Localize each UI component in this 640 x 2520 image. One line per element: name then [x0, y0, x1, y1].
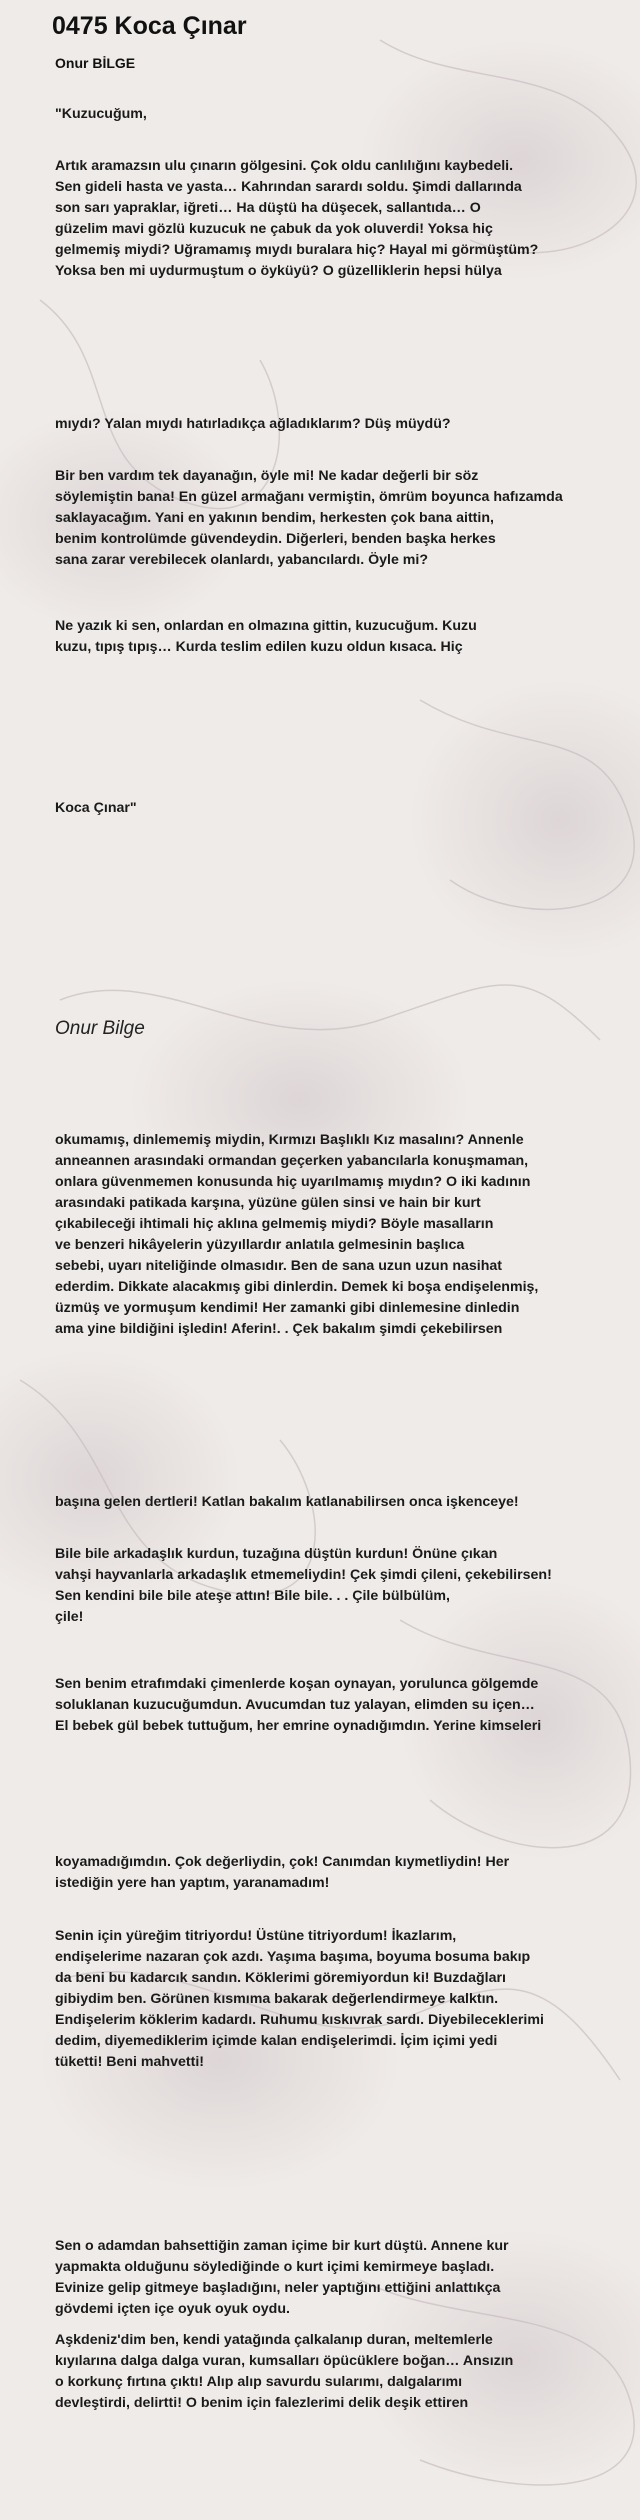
- text-line: "Kuzucuğum,: [55, 106, 147, 122]
- text-line: El bebek gül bebek tuttuğum, her emrine oynadığımdın. Yerine kimseleri: [55, 1718, 542, 1734]
- page-title: 0475 Koca Çınar: [52, 12, 247, 40]
- text-line: ederdim. Dikkate alacakmış gibi dinlerdin. Demek ki boşa endişelenmiş,: [55, 1279, 539, 1295]
- text-line: sana zarar verebilecek olanlardı, yabancılardı. Öyle mi?: [55, 552, 428, 568]
- text-line: benim kontrolümde güvendeydin. Diğerleri, benden başka herkes: [55, 531, 496, 547]
- paragraph: [55, 2330, 635, 2414]
- paragraph: [55, 1492, 635, 1513]
- text-line: güzelim mavi gözlü kuzucuk ne çabuk da yok oluverdi! Yoksa hiç: [55, 221, 493, 237]
- text-line: Sen benim etrafımdaki çimenlerde koşan oynayan, yorulunca gölgemde: [55, 1676, 539, 1692]
- text-line: kıyılarına dalga dalga vuran, kumsalları öpücüklere boğan… Ansızın: [55, 2353, 514, 2369]
- text-line: gibiydim ben. Görünen kısmıma bakarak değerlendirmeye kalktın.: [55, 1991, 499, 2007]
- paragraph: [55, 2236, 635, 2320]
- text-line: onlara güvenmemen konusunda hiç uyarılmamış mıydın? O iki kadının: [55, 1174, 531, 1190]
- text-line: o korkunç fırtına çıktı! Alıp alıp savurdu sularımı, dalgalarımı: [55, 2374, 463, 2390]
- text-line: Koca Çınar": [55, 800, 137, 816]
- text-line: gövdemi içten içe oyuk oyuk oydu.: [55, 2301, 290, 2317]
- text-line: soluklanan kuzucuğumdun. Avucumdan tuz yalayan, elimden su içen…: [55, 1697, 535, 1713]
- text-line: Bir ben vardım tek dayanağın, öyle mi! Ne kadar değerli bir söz: [55, 468, 479, 484]
- text-line: çıkabileceği ihtimali hiç aklına gelmemiş miydi? Böyle masalların: [55, 1216, 494, 1232]
- text-line: devleştirdi, delirtti! O benim için falezlerimi delik deşik ettiren: [55, 2395, 469, 2411]
- text-line: başına gelen dertleri! Katlan bakalım katlanabilirsen onca işkenceye!: [55, 1494, 519, 1510]
- text-line: Endişelerim köklerim kadardı. Ruhumu kıskıvrak sardı. Diyebileceklerimi: [55, 2012, 544, 2028]
- text-line: yapmakta olduğunu söylediğinde o kurt içimi kemirmeye başladı.: [55, 2259, 495, 2275]
- text-line: Senin için yüreğim titriyordu! Üstüne titriyordum! İkazlarım,: [55, 1928, 457, 1944]
- text-line: Yoksa ben mi uydurmuştum o öyküyü? O güzelliklerin hepsi hülya: [55, 263, 502, 279]
- text-line: vahşi hayvanlarla arkadaşlık etmemeliydin! Çek şimdi çileni, çekebilirsen!: [55, 1567, 552, 1583]
- text-line: gelmemiş miydi? Uğramamış mıydı buralara hiç? Hayal mi görmüştüm?: [55, 242, 539, 258]
- text-line: Artık aramazsın ulu çınarın gölgesini. Çok oldu canlılığını kaybedeli.: [55, 158, 514, 174]
- text-line: tüketti! Beni mahvetti!: [55, 2054, 204, 2070]
- paragraph: [55, 1926, 635, 2073]
- text-line: ama yine bildiğini işledin! Aferin!. . Çek bakalım şimdi çekebilirsen: [55, 1321, 503, 1337]
- text-line: da beni bu kadarcık sandın. Köklerimi göremiyordun ki! Buzdağları: [55, 1970, 506, 1986]
- paragraph: [55, 466, 635, 571]
- text-line: okumamış, dinlememiş miydin, Kırmızı Başlıklı Kız masalını? Annenle: [55, 1132, 524, 1148]
- text-line: Aşkdeniz'dim ben, kendi yatağında çalkalanıp duran, meltemlerle: [55, 2332, 493, 2348]
- paragraph: [55, 798, 635, 819]
- paragraph: [55, 616, 635, 658]
- text-line: kuzu, tıpış tıpış… Kurda teslim edilen kuzu oldun kısaca. Hiç: [55, 639, 463, 655]
- text-line: Ne yazık ki sen, onlardan en olmazına gittin, kuzucuğum. Kuzu: [55, 618, 477, 634]
- text-line: çile!: [55, 1609, 84, 1625]
- text-line: üzmüş ve yormuşum kendimi! Her zamanki gibi dinlemesine dinledin: [55, 1300, 520, 1316]
- author-name: Onur BİLGE: [55, 55, 136, 71]
- text-line: arasındaki patikada karşına, yüzüne gülen sinsi ve hain bir kurt: [55, 1195, 481, 1211]
- text-line: anneannen arasındaki ormandan geçerken yabancılarla konuşmaman,: [55, 1153, 529, 1169]
- text-line: istediğin yere han yaptım, yaranamadım!: [55, 1875, 330, 1891]
- text-line: koyamadığımdın. Çok değerliydin, çok! Canımdan kıymetliydin! Her: [55, 1854, 510, 1870]
- paragraph: [55, 414, 635, 435]
- text-line: dedim, diyemediklerim içimde kalan endişelerimdi. İçim içimi yedi: [55, 2033, 498, 2049]
- text-line: Bile bile arkadaşlık kurdun, tuzağına düştün kurdun! Önüne çıkan: [55, 1546, 498, 1562]
- text-line: Sen kendini bile bile ateşe attın! Bile bile. . . Çile bülbülüm,: [55, 1588, 450, 1604]
- paragraph: [55, 1130, 635, 1340]
- paragraph: [55, 104, 635, 125]
- text-line: Evinize gelip gitmeye başladığını, neler yaptığını ettiğini anlattıkça: [55, 2280, 501, 2296]
- paragraph: [55, 1674, 635, 1737]
- paragraph: [55, 1852, 635, 1894]
- text-line: Sen o adamdan bahsettiğin zaman içime bir kurt düştü. Annene kur: [55, 2238, 509, 2254]
- author-signature: Onur Bilge: [55, 1018, 145, 1039]
- text-line: son sarı yapraklar, iğreti… Ha düştü ha düşecek, sallantıda… O: [55, 200, 481, 216]
- text-line: sebebi, uyarı niteliğinde olmasıdır. Ben de sana uzun uzun nasihat: [55, 1258, 502, 1274]
- text-line: endişelerime nazaran çok azdı. Yaşıma başıma, boyuma bosuma bakıp: [55, 1949, 531, 1965]
- text-line: mıydı? Yalan mıydı hatırladıkça ağladıklarım? Düş müydü?: [55, 416, 451, 432]
- text-line: Sen gideli hasta ve yasta… Kahrından sarardı soldu. Şimdi dallarında: [55, 179, 522, 195]
- paragraph: [55, 156, 635, 282]
- paragraph: [55, 1544, 635, 1628]
- text-line: saklayacağım. Yani en yakının bendim, herkesten çok bana aittin,: [55, 510, 494, 526]
- text-line: söylemiştin bana! En güzel armağanı vermiştin, ömrüm boyunca hafızamda: [55, 489, 563, 505]
- text-line: ve benzeri hikâyelerin yüzyıllardır anlatıla gelmesinin başlıca: [55, 1237, 465, 1253]
